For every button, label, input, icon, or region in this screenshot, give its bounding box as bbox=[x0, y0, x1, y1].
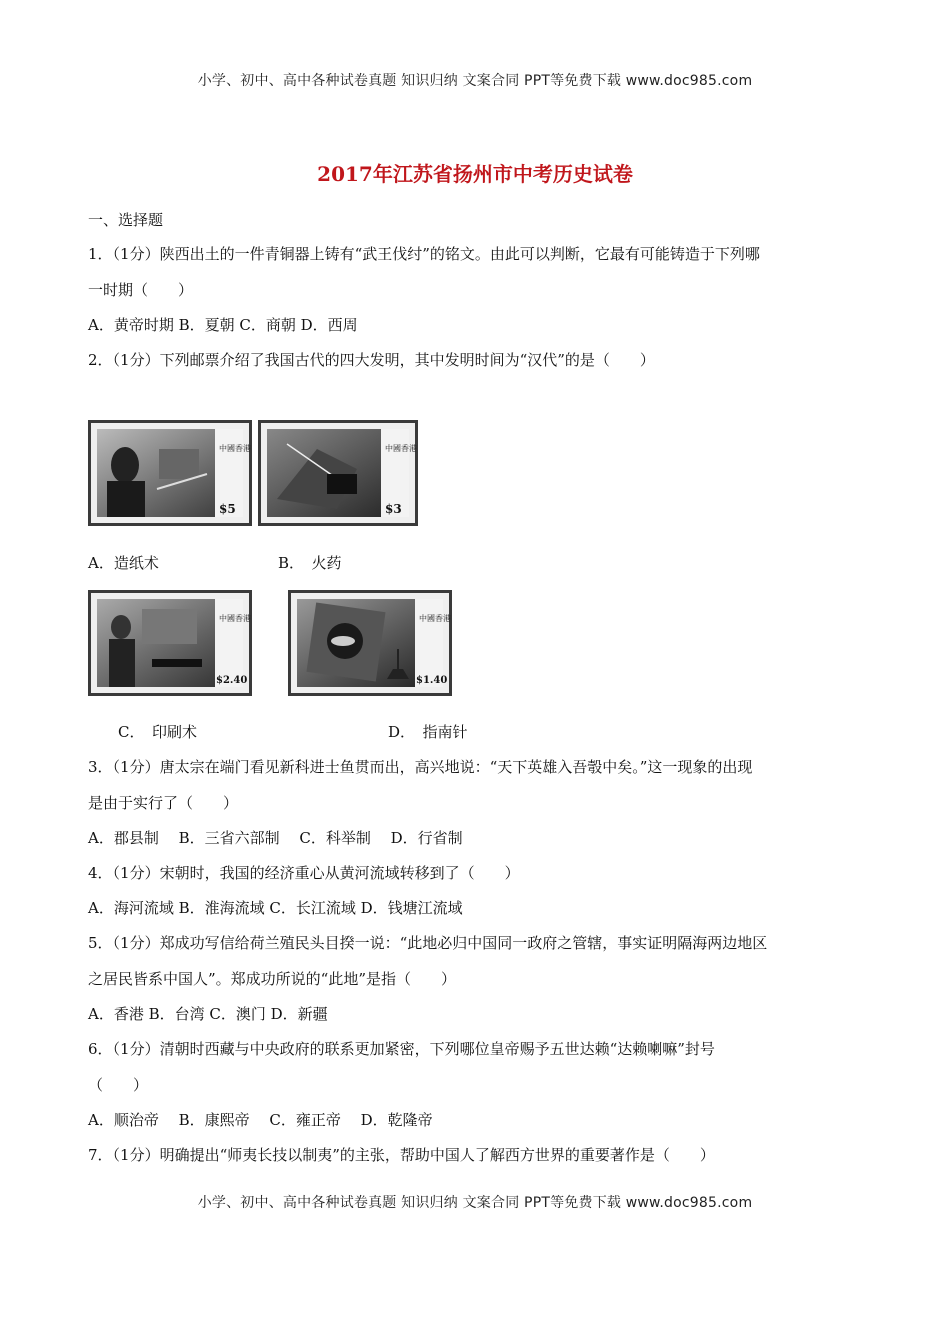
question-5-text: 5．（1分）郑成功写信给荷兰殖民头目揆一说：“此地必归中国同一政府之管辖，事实证明隔海两边地区 bbox=[88, 934, 768, 952]
question-3-text: 3．（1分）唐太宗在端门看见新科进士鱼贯而出，高兴地说：“天下英雄入吾彀中矣。”这一现象的出现 bbox=[88, 758, 753, 776]
stamp-b-value: $3 bbox=[385, 502, 402, 516]
stamp-printing-image bbox=[88, 590, 252, 696]
stamp-gunpowder-image bbox=[258, 420, 418, 526]
page-title: 2017年江苏省扬州市中考历史试卷 bbox=[317, 162, 633, 186]
question-1-options: A．黄帝时期 B．夏朝 C．商朝 D．西周 bbox=[88, 316, 358, 334]
stamp-compass-image bbox=[288, 590, 452, 696]
question-6-text-cont: （ ） bbox=[88, 1076, 149, 1094]
question-6-text: 6．（1分）清朝时西藏与中央政府的联系更加紧密，下列哪位皇帝赐予五世达赖“达赖喇嘛”封号 bbox=[88, 1040, 715, 1058]
stamp-c-value: $2.40 bbox=[216, 675, 248, 686]
question-2-option-c: C． 印刷术 bbox=[118, 723, 197, 741]
question-2-option-a: A．造纸术 bbox=[88, 554, 159, 572]
stamp-a-country: 中國香港 bbox=[219, 444, 251, 453]
question-5-text-cont: 之居民皆系中国人”。郑成功所说的“此地”是指（ ） bbox=[88, 970, 457, 988]
stamp-d-value: $1.40 bbox=[416, 675, 448, 686]
section-heading: 一、选择题 bbox=[88, 211, 164, 229]
question-6-options: A．顺治帝 B．康熙帝 C．雍正帝 D．乾隆帝 bbox=[88, 1111, 433, 1129]
question-1-text-cont: 一时期（ ） bbox=[88, 281, 194, 299]
question-2-text: 2．（1分）下列邮票介绍了我国古代的四大发明，其中发明时间为“汉代”的是（ ） bbox=[88, 351, 655, 369]
stamp-b-country: 中國香港 bbox=[385, 444, 417, 453]
question-4-options: A．海河流域 B．淮海流域 C．长江流域 D．钱塘江流域 bbox=[88, 899, 463, 917]
question-3-options: A．郡县制 B．三省六部制 C．科举制 D．行省制 bbox=[88, 829, 463, 847]
stamp-d-country: 中國香港 bbox=[419, 614, 451, 623]
question-2-option-b: B． 火药 bbox=[278, 554, 342, 572]
question-7-text: 7．（1分）明确提出“师夷长技以制夷”的主张，帮助中国人了解西方世界的重要著作是（ ） bbox=[88, 1146, 715, 1164]
question-3-text-cont: 是由于实行了（ ） bbox=[88, 794, 239, 812]
page-footer: 小学、初中、高中各种试卷真题 知识归纳 文案合同 PPT等免费下载 www.doc985.com bbox=[197, 1195, 753, 1211]
stamp-a-value: $5 bbox=[219, 502, 236, 516]
question-5-options: A．香港 B．台湾 C．澳门 D．新疆 bbox=[88, 1005, 328, 1023]
stamp-c-country: 中國香港 bbox=[219, 614, 251, 623]
page-header: 小学、初中、高中各种试卷真题 知识归纳 文案合同 PPT等免费下载 www.doc985.com bbox=[197, 73, 753, 89]
stamp-papermaking-image bbox=[88, 420, 252, 526]
question-2-option-d: D． 指南针 bbox=[388, 723, 468, 741]
question-4-text: 4．（1分）宋朝时，我国的经济重心从黄河流域转移到了（ ） bbox=[88, 864, 520, 882]
question-1-text: 1．（1分）陕西出土的一件青铜器上铸有“武王伐纣”的铭文。由此可以判断，它最有可能铸造于下列哪 bbox=[88, 245, 760, 263]
